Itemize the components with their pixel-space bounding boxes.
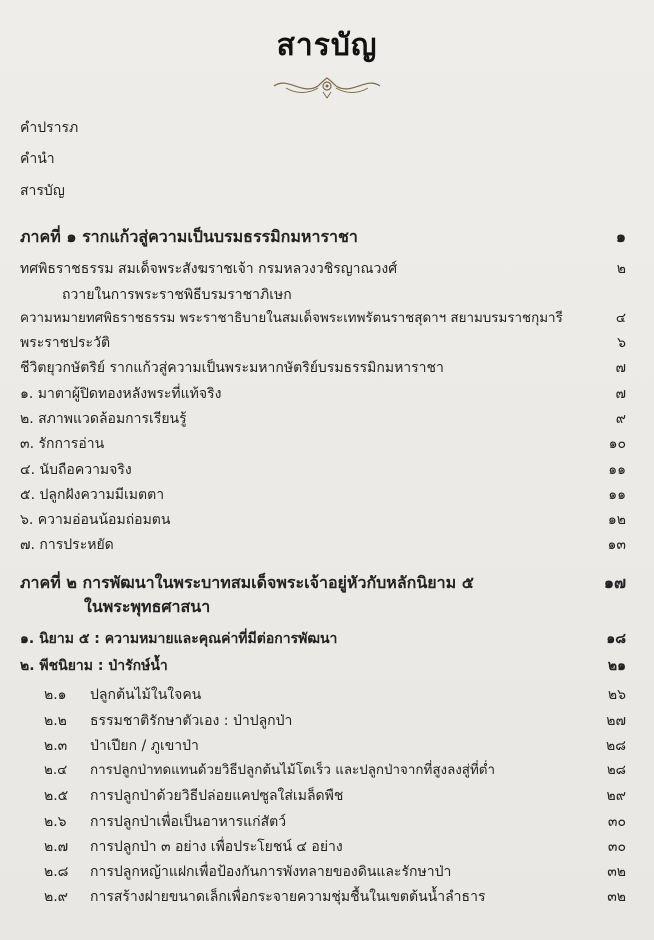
toc-entry-label: ๒. สภาพแวดล้อมการเรียนรู้ bbox=[20, 411, 187, 427]
toc-page-number: ๓๒ bbox=[607, 864, 626, 880]
toc-page-number: ๗ bbox=[615, 386, 626, 402]
toc-entry-label: คำนำ bbox=[20, 151, 55, 167]
toc-entry-label: คำปรารภ bbox=[20, 120, 79, 136]
toc-entry-number: ๒.๘ bbox=[44, 864, 69, 880]
toc-page-number: ๙ bbox=[615, 411, 626, 427]
toc-entry-number: ๒.๑ bbox=[44, 687, 67, 703]
toc-page-number: ๒๖ bbox=[607, 687, 626, 703]
toc-entry-number: ๒.๓ bbox=[44, 738, 68, 754]
toc-entry-number: ๒.๙ bbox=[44, 889, 68, 905]
toc-entry-label: ในพระพุทธศาสนา bbox=[84, 597, 211, 616]
toc-entry-label: การปลูกป่า ๓ อย่าง เพื่อประโยชน์ ๔ อย่าง bbox=[90, 839, 343, 855]
floral-ornament-icon bbox=[268, 72, 386, 100]
toc-page-number: ๑๘ bbox=[606, 631, 626, 647]
toc-entry-label: ๕. ปลูกฝังความมีเมตตา bbox=[20, 487, 165, 503]
toc-page-number: ๒๗ bbox=[606, 713, 626, 729]
toc-entry-label: ๒. พีชนิยาม : ป่ารักษ์น้ำ bbox=[20, 658, 168, 674]
toc-page-number: ๓๒ bbox=[607, 889, 626, 905]
toc-entry-number: ๒.๖ bbox=[44, 814, 67, 830]
toc-entry-label: การปลูกป่าทดแทนด้วยวิธีปลูกต้นไม้โตเร็ว และปลูกป่าจากที่สูงลงสู่ที่ต่ำ bbox=[90, 763, 496, 778]
toc-entry-label: ชีวิตยุวกษัตริย์ รากแก้วสู่ความเป็นพระมหากษัตริย์บรมธรรมิกมหาราชา bbox=[20, 360, 444, 376]
toc-page-number: ๓๐ bbox=[607, 839, 626, 855]
toc-entry-label: ๗. การประหยัด bbox=[20, 537, 114, 553]
toc-entry-number: ๒.๒ bbox=[44, 713, 67, 729]
toc-entry-label: ป่าเปียก / ภูเขาป่า bbox=[90, 738, 199, 754]
toc-entry-label: การปลูกหญ้าแฝกเพื่อป้องกันการพังทลายของดินและรักษาป่า bbox=[90, 864, 452, 880]
toc-entry-label: ๓. รักการอ่าน bbox=[20, 436, 105, 452]
toc-page-number: ๗ bbox=[615, 360, 626, 376]
toc-entry-number: ๒.๕ bbox=[44, 788, 69, 804]
toc-entry-label: ๖. ความอ่อนน้อมถ่อมตน bbox=[20, 512, 171, 528]
toc-entry-label: ภาคที่ ๑ รากแก้วสู่ความเป็นบรมธรรมิกมหาราชา bbox=[20, 227, 358, 246]
toc-entry-label: ๑. มาตาผู้ปิดทองหลังพระที่แท้จริง bbox=[20, 386, 222, 402]
toc-entry-label: ทศพิธราชธรรม สมเด็จพระสังฆราชเจ้า กรมหลวงวชิรญาณวงศ์ bbox=[20, 261, 398, 277]
toc-page-number: ๒๙ bbox=[606, 788, 626, 804]
toc-page-number: ๖ bbox=[617, 335, 626, 351]
toc-page-number: ๑๑ bbox=[608, 487, 626, 503]
toc-page-number: ๓๐ bbox=[607, 814, 626, 830]
toc-page-number: ๒๑ bbox=[607, 658, 626, 674]
toc-entry-number: ๒.๗ bbox=[44, 839, 69, 855]
toc-entry-label: ปลูกต้นไม้ในใจคน bbox=[90, 687, 202, 703]
toc-entry-label: ถวายในการพระราชพิธีบรมราชาภิเษก bbox=[62, 287, 292, 303]
toc-page-number: ๑๐ bbox=[608, 436, 626, 452]
toc-page-number: ๔ bbox=[615, 311, 626, 326]
toc-page-number: ๑๓ bbox=[607, 537, 626, 553]
toc-entry-label: ความหมายทศพิธราชธรรม พระราชาธิบายในสมเด็จพระเทพรัตนราชสุดาฯ สยามบรมราชกุมารี bbox=[20, 311, 563, 326]
toc-entry-label: ภาคที่ ๒ การพัฒนาในพระบาทสมเด็จพระเจ้าอยู่หัวกับหลักนิยาม ๕ bbox=[20, 573, 474, 592]
toc-entry-label: สารบัญ bbox=[20, 183, 65, 199]
toc-entry-label: พระราชประวัติ bbox=[20, 335, 111, 351]
toc-entry-label: การปลูกป่าด้วยวิธีปล่อยแคปซูลใส่เมล็ดพืช bbox=[90, 788, 344, 804]
page-title: สารบัญ bbox=[276, 28, 378, 63]
toc-page-number: ๒๘ bbox=[605, 738, 626, 754]
toc-page-number: ๑๑ bbox=[608, 462, 626, 478]
toc-entry-number: ๒.๔ bbox=[44, 763, 68, 778]
toc-page-number: ๒๘ bbox=[606, 763, 626, 778]
toc-entry-label: ๔. นับถือความจริง bbox=[20, 462, 132, 478]
toc-page-number: ๑๒ bbox=[607, 512, 626, 528]
toc-entry-label: ๑. นิยาม ๕ : ความหมายและคุณค่าที่มีต่อการพัฒนา bbox=[20, 631, 338, 647]
toc-entry-label: การปลูกป่าเพื่อเป็นอาหารแก่สัตว์ bbox=[90, 814, 287, 830]
toc-entry-label: การสร้างฝายขนาดเล็กเพื่อกระจายความชุ่มชื้นในเขตต้นน้ำลำธาร bbox=[90, 889, 486, 905]
toc-entry-label: ธรรมชาติรักษาตัวเอง : ป่าปลูกป่า bbox=[90, 713, 293, 729]
toc-page-number: ๑ bbox=[615, 227, 626, 246]
toc-page-number: ๒ bbox=[616, 261, 626, 277]
toc-page-number: ๑๗ bbox=[603, 573, 626, 592]
